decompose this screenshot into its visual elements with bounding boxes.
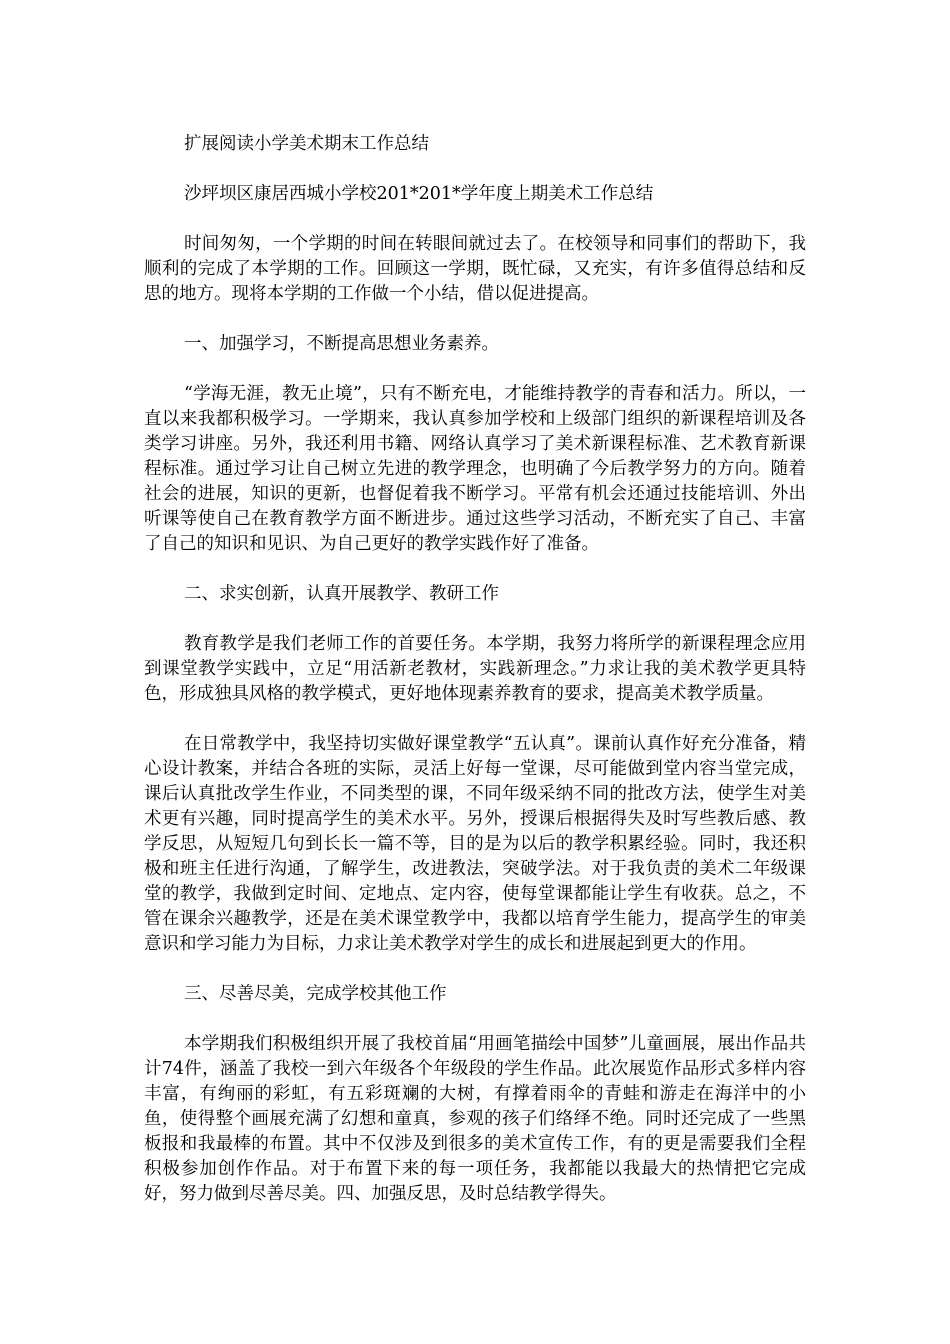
document-title: 扩展阅读小学美术期末工作总结 [184, 134, 429, 154]
section-heading-3: 三、尽善尽美，完成学校其他工作 [184, 984, 447, 1004]
section-heading-2: 二、求实创新，认真开展教学、教研工作 [184, 584, 499, 604]
section-heading-1: 一、加强学习，不断提高思想业务素养。 [184, 334, 499, 354]
section-2-paragraph-2: 在日常教学中，我坚持切实做好课堂教学“五认真”。课前认真作好充分准备，精心设计教案，并结合各班的实际，灵活上好每一堂课，尽可能做到堂内容当堂完成，课后认真批改学生作业，不同类型的课，不同年级采纳不同的批改方法，使学生对美术更有兴趣，同时提高学生的美术水平。另外，授课后根据得失及时写些教后感、教学反思，从短短几句到长长一篇不等，目的是为以后的教学积累经验。同时，我还积极和班主任进行沟通，了解学生，改进教法，突破学法。对于我负责的美术二年级课堂的教学，我做到定时间、定地点、定内容，使每堂课都能让学生有收获。总之，不管在课余兴趣教学，还是在美术课堂教学中，我都以培育学生能力，提高学生的审美意识和学习能力为目标，力求让美术教学对学生的成长和进展起到更大的作用。 [144, 734, 806, 954]
section-1-paragraph: “学海无涯，教无止境”，只有不断充电，才能维持教学的青春和活力。所以，一直以来我都积极学习。一学期来，我认真参加学校和上级部门组织的新课程培训及各类学习讲座。另外，我还利用书籍、网络认真学习了美术新课程标准、艺术教育新课程标准。通过学习让自己树立先进的教学理念，也明确了今后教学努力的方向。随着社会的进展，知识的更新，也督促着我不断学习。平常有机会还通过技能培训、外出听课等使自己在教育教学方面不断进步。通过这些学习活动，不断充实了自己、丰富了自己的知识和见识、为自己更好的教学实践作好了准备。 [144, 384, 806, 554]
section-3-paragraph: 本学期我们积极组织开展了我校首届“用画笔描绘中国梦”儿童画展，展出作品共计74件，涵盖了我校一到六年级各个年级段的学生作品。此次展览作品形式多样内容丰富，有绚丽的彩虹，有五彩斑斓的大树，有撑着雨伞的青蛙和游走在海洋中的小鱼，使得整个画展充满了幻想和童真，参观的孩子们络绎不绝。同时还完成了一些黑板报和我最棒的布置。其中不仅涉及到很多的美术宣传工作，有的更是需要我们全程积极参加创作作品。对于布置下来的每一项任务，我都能以我最大的热情把它完成好，努力做到尽善尽美。四、加强反思，及时总结教学得失。 [144, 1034, 806, 1204]
document-page [144, 132, 806, 1232]
intro-paragraph: 时间匆匆，一个学期的时间在转眼间就过去了。在校领导和同事们的帮助下，我顺利的完成了本学期的工作。回顾这一学期，既忙碌，又充实，有许多值得总结和反思的地方。现将本学期的工作做一个小结，借以促进提高。 [144, 234, 806, 304]
document-subtitle: 沙坪坝区康居西城小学校201*201*学年度上期美术工作总结 [184, 184, 654, 204]
section-2-paragraph-1: 教育教学是我们老师工作的首要任务。本学期，我努力将所学的新课程理念应用到课堂教学实践中，立足“用活新老教材，实践新理念。”力求让我的美术教学更具特色，形成独具风格的教学模式，更好地体现素养教育的要求，提高美术教学质量。 [144, 634, 806, 704]
